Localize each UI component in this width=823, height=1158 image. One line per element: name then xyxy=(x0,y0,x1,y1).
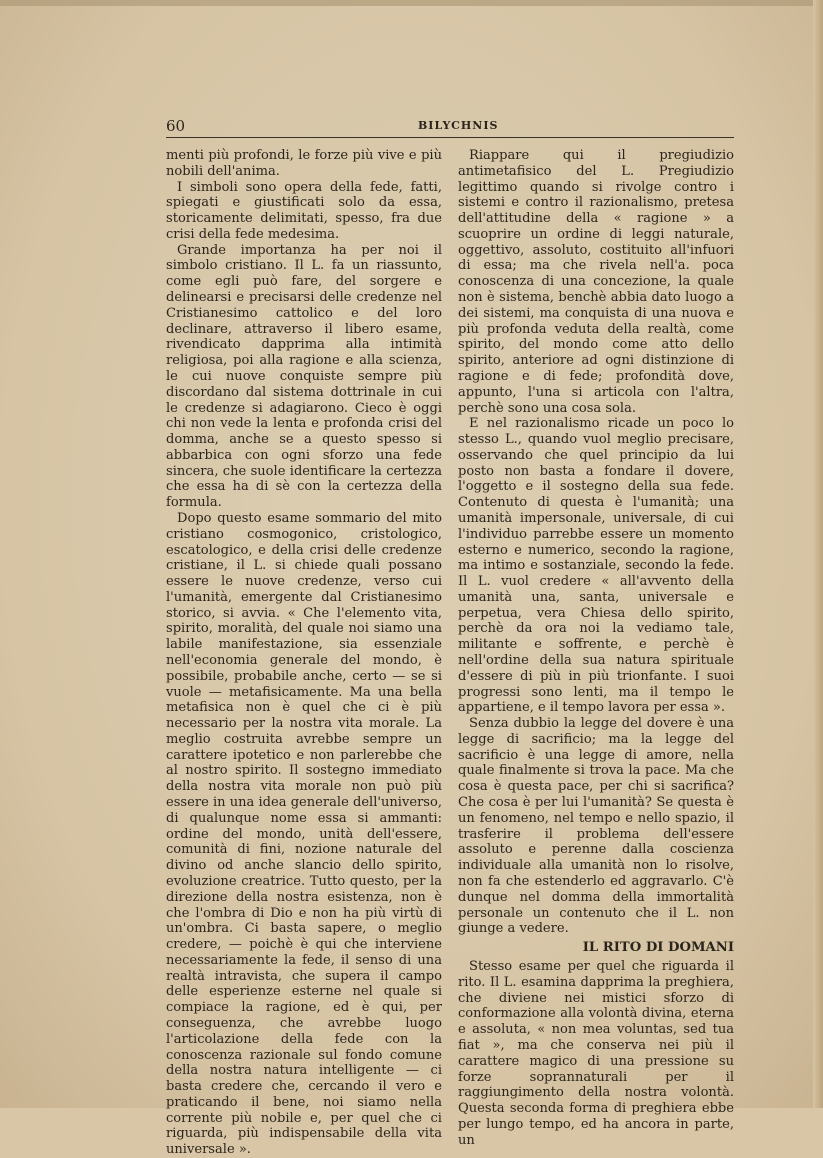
left-column xyxy=(166,148,442,1158)
paragraph: Grande importanza ha per noi il simbolo cristiano. Il L. fa un riassunto, come egli può fare, del sorgere e delinearsi e precisarsi delle credenze nel Cristianesimo cattolico e del loro declinare, attraverso il libero esame, rivendicato dapprima alla intimità religiosa, poi alla ragione e alla scienza, le cui nuove conquiste sempre più discordano dal sistema dottrinale in cui le credenze si adagiarono. Cieco è oggi chi non vede la lenta e profonda crisi del domma, anche se a questo spesso si abbarbica con ogni sforzo una fede sincera, che suole identificare la certezza che essa ha di sè con la certezza della formula. xyxy=(166,242,442,511)
paragraph: Senza dubbio la legge del dovere è una legge di sacrificio; ma la legge del sacrificio è una legge di amore, nella quale finalmente si trova la pace. Ma che cosa è questa pace, per chi si sacrifica? Che cosa è per lui l'umanità? Se questa è un fenomeno, nel tempo e nello spazio, il trasferire il problema dell'essere assoluto e perenne dalla coscienza individuale alla umanità non lo risolve, non fa che estenderlo ed aggravarlo. C'è dunque nel domma della immortalità personale un contenuto che il L. non giunge a vedere. xyxy=(458,716,734,937)
paragraph: E nel razionalismo ricade un poco lo stesso L., quando vuol meglio precisare, osservando che quel principio da lui posto non basta a fondare il dovere, l'oggetto e il sostegno della sua fede. Contenuto di questa è l'umanità; una umanità impersonale, universale, di cui l'individuo parrebbe essere un momento esterno e numerico, secondo la ragione, ma intimo e sostanziale, secondo la fede. Il L. vuol credere « all'avvento della umanità una, santa, universale e perpetua, vera Chiesa dello spirito, perchè da ora noi la vediamo tale, militante e soffrente, e perchè è nell'ordine della sua natura spirituale d'essere di più in più trionfante. I suoi progressi sono lenti, ma il tempo le appartiene, e il tempo lavora per essa ». xyxy=(458,416,734,716)
paragraph: Dopo questo esame sommario del mito cristiano cosmogonico, cristologico, escatologico, e della crisi delle credenze cristiane, il L. si chiede quali possano essere le nuove credenze, verso cui l'umanità, emergente dal Cristianesimo storico, si avvia. « Che l'elemento vita, spirito, moralità, del quale noi siamo una labile manifestazione, sia essenziale nell'economia generale del mondo, è possibile, probabile anche, certo — se si vuole — metafisicamente. Ma una bella metafisica non è quel che ci è più necessario per la nostra vita morale. La meglio costruita avrebbe sempre un carattere ipotetico e non parlerebbe che al nostro spirito. Il sostegno immediato della nostra vita morale non può più essere in una idea generale dell'universo, di qualunque nome essa si ammanti: ordine del mondo, unità dell'essere, comunità di fini, nozione naturale del divino od anche slancio dello spirito, evoluzione creatrice. Tutto questo, per la direzione della nostra esistenza, non è che l'ombra di Dio e non ha più virtù di un'ombra. Ci basta sapere, o meglio credere, — poichè è qui che interviene necessariamente la fede, il senso di una realtà intravista, che supera il campo delle esperienze esterne nel quale si compiace la ragione, ed è qui, per conseguenza, che avrebbe luogo l'articolazione della fede con la conoscenza razionale sul fondo comune della nostra natura intelligente — ci basta credere che, cercando il vero e praticando il bene, noi siamo nella corrente più nobile e, per quel che ci riguarda, più indispensabile della vita universale ». xyxy=(166,510,442,1158)
section-heading: IL RITO DI DOMANI xyxy=(582,940,734,956)
page-top-edge xyxy=(0,0,823,6)
paragraph: Riappare qui il pregiudizio antimetafisico del L. Pregiudizio legittimo quando si rivolge contro i sistemi e contro il razionalismo, pretesa dell'attitudine della « ragione » a scuoprire un ordine di leggi naturale, oggettivo, assoluto, costituito all'infuori di essa; ma che rivela nell'a. poca conoscenza di una concezione, la quale non è sistema, benchè abbia dato luogo a dei sistemi, ma conquista di una nuova e più profonda veduta della realtà, come spirito, del mondo come atto dello spirito, anteriore ad ogni distinzione di ragione e di fede; profondità dove, appunto, l'una si articola con l'altra, perchè sono una cosa sola. xyxy=(458,148,734,416)
header-rule xyxy=(166,137,734,138)
page-right-edge xyxy=(813,0,823,1108)
paragraph: Stesso esame per quel che riguarda il rito. Il L. esamina dapprima la preghiera, che diviene nei mistici sforzo di conformazione alla volontà divina, eterna e assoluta, « non mea voluntas, sed tua fiat », ma che conserva nei più il carattere magico di una pressione su forze soprannaturali per il raggiungimento della nostra volontà. Questa seconda forma di preghiera ebbe per lungo tempo, ed ha ancora in parte, un xyxy=(458,959,734,1148)
paragraph: menti più profondi, le forze più vive e più nobili dell'anima. xyxy=(166,148,442,179)
paragraph: I simboli sono opera della fede, fatti, spiegati e giustificati solo da essa, storicamente delimitati, spesso, fra due crisi della fede medesima. xyxy=(166,179,442,242)
right-column xyxy=(458,148,734,1148)
page-header xyxy=(166,117,734,139)
journal-title: BILYCHNIS xyxy=(418,119,499,132)
page-number: 60 xyxy=(166,117,186,135)
